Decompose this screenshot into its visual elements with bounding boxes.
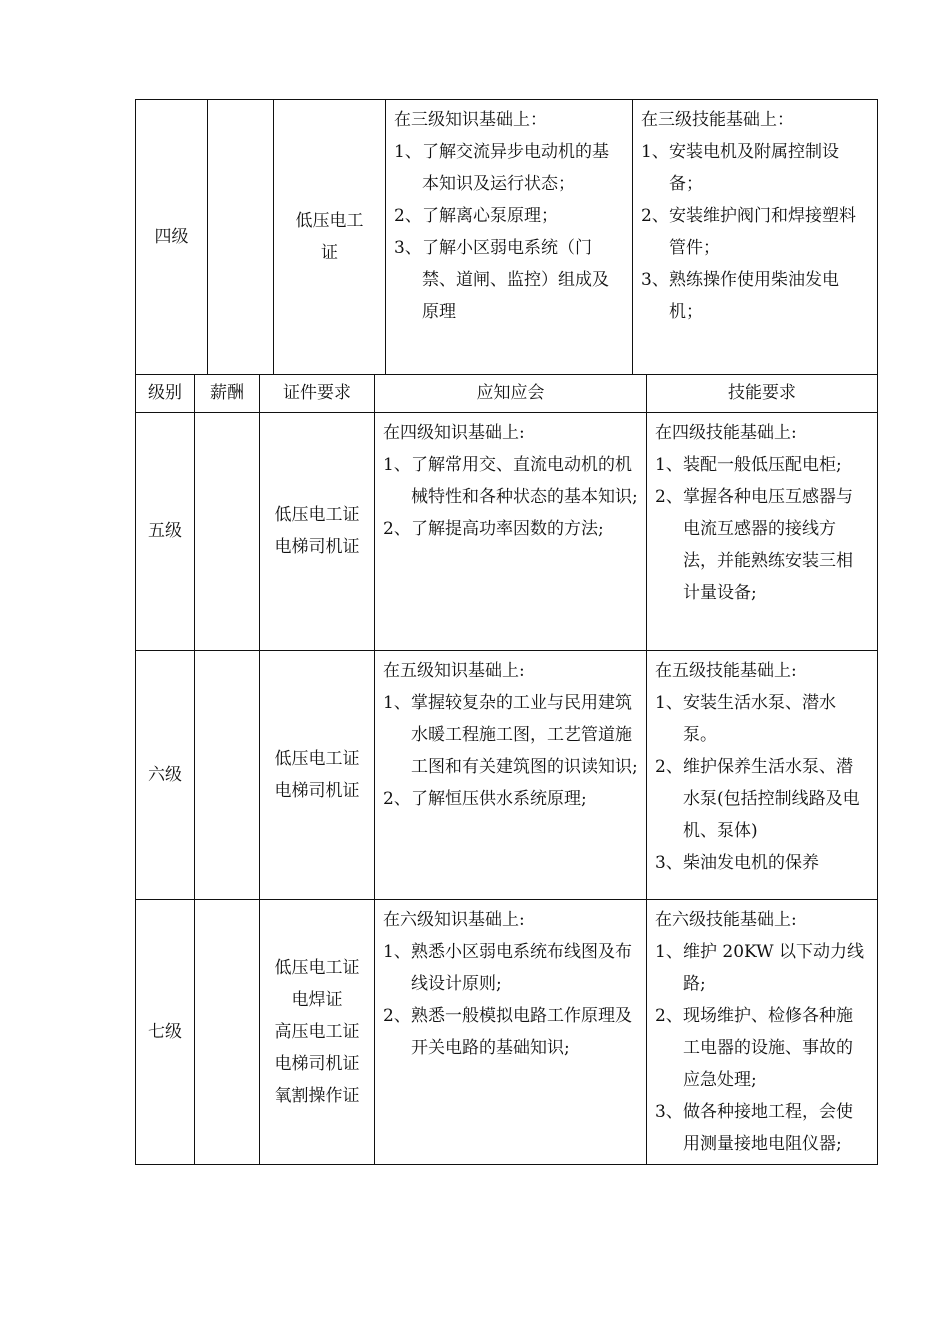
cert-line: 低压电工证: [274, 505, 360, 525]
item-number: 1、: [655, 692, 683, 713]
list-item: [394, 200, 624, 232]
list-item: [394, 232, 624, 328]
skill-cell: [647, 899, 878, 1164]
item-text: 了解提高功率因数的方法;: [411, 518, 604, 539]
skill-intro: 在六级技能基础上:: [655, 909, 797, 930]
list-item: [641, 264, 869, 328]
table-header-row: [136, 374, 878, 412]
list-item: [655, 1000, 869, 1096]
grade-table-top: [135, 99, 878, 375]
item-number: 1、: [655, 941, 683, 962]
level-cell: 五级: [136, 412, 195, 650]
list-item: [383, 687, 638, 783]
list-item: [655, 481, 869, 609]
knowledge-intro: 在三级知识基础上：: [394, 110, 547, 130]
skill-cell: [647, 650, 878, 899]
skill-intro: 在三级技能基础上：: [641, 110, 794, 130]
salary-cell: [208, 100, 274, 375]
knowledge-intro: 在五级知识基础上:: [383, 660, 525, 681]
item-number: 2、: [641, 206, 669, 226]
item-number: 1、: [383, 454, 411, 475]
header-skill: 技能要求: [647, 374, 878, 412]
list-item: [655, 687, 869, 751]
item-number: 3、: [655, 1101, 683, 1122]
item-text: 维护 20KW 以下动力线路;: [683, 941, 865, 994]
item-text: 掌握各种电压互感器与电流互感器的接线方法，并能熟练安装三相计量设备;: [683, 486, 853, 603]
level-cell: 四级: [136, 100, 208, 375]
item-text: 了解离心泵原理；: [422, 206, 558, 226]
item-text: 安装电机及附属控制设备；: [669, 142, 839, 194]
list-item: [383, 513, 638, 545]
cert-line: 低压电工证: [274, 957, 360, 978]
item-text: 了解常用交、直流电动机的机械特性和各种状态的基本知识;: [411, 454, 638, 507]
cert-cell: [260, 412, 375, 650]
list-item: [641, 136, 869, 200]
salary-cell: [195, 650, 260, 899]
cert-line: 低压电工: [295, 211, 364, 231]
list-item: [394, 136, 624, 200]
cert-cell: [274, 100, 386, 375]
item-number: 3、: [655, 852, 683, 873]
cert-line: 低压电工证: [274, 748, 360, 769]
item-number: 1、: [641, 142, 669, 162]
cert-cell: [260, 650, 375, 899]
table-row: [136, 100, 878, 375]
item-number: 2、: [383, 788, 411, 809]
header-salary: 薪酬: [195, 374, 260, 412]
item-text: 熟练操作使用柴油发电机；: [669, 270, 839, 322]
item-number: 2、: [655, 486, 683, 507]
table-row: [136, 899, 878, 1164]
cert-line: 氧割操作证: [274, 1085, 360, 1106]
grade-table-main: [135, 374, 878, 1165]
table-row: [136, 650, 878, 899]
item-number: 2、: [655, 1005, 683, 1026]
item-text: 了解交流异步电动机的基本知识及运行状态；: [422, 142, 609, 194]
knowledge-intro: 在六级知识基础上:: [383, 909, 525, 930]
skill-cell: [633, 100, 878, 375]
level-cell: 六级: [136, 650, 195, 899]
item-text: 了解小区弱电系统（门禁、道闸、监控）组成及原理: [422, 238, 609, 322]
salary-cell: [195, 899, 260, 1164]
item-text: 了解恒压供水系统原理;: [411, 788, 587, 809]
item-number: 3、: [641, 270, 669, 290]
item-number: 1、: [655, 454, 683, 475]
list-item: [655, 449, 869, 481]
knowledge-intro: 在四级知识基础上:: [383, 422, 525, 443]
list-item: [383, 449, 638, 513]
skill-intro: 在四级技能基础上:: [655, 422, 797, 443]
salary-cell: [195, 412, 260, 650]
cert-cell: [260, 899, 375, 1164]
item-number: 1、: [383, 692, 411, 713]
item-text: 做各种接地工程，会使用测量接地电阻仪器;: [683, 1101, 853, 1154]
item-number: 2、: [394, 206, 422, 226]
item-text: 安装维护阀门和焊接塑料管件；: [669, 206, 856, 258]
cert-line: 高压电工证: [274, 1021, 360, 1042]
item-text: 现场维护、检修各种施工电器的设施、事故的应急处理;: [683, 1005, 853, 1090]
cert-line: 证: [321, 243, 338, 263]
item-number: 2、: [383, 518, 411, 539]
item-text: 维护保养生活水泵、潜水泵(包括控制线路及电机、泵体): [683, 756, 860, 841]
knowledge-cell: [375, 899, 647, 1164]
cert-line: 电梯司机证: [274, 1053, 360, 1074]
item-text: 柴油发电机的保养: [683, 852, 819, 873]
cert-line: 电梯司机证: [274, 780, 360, 801]
list-item: [655, 847, 869, 879]
list-item: [655, 936, 869, 1000]
knowledge-cell: [375, 412, 647, 650]
list-item: [383, 936, 638, 1000]
item-number: 1、: [394, 142, 422, 162]
knowledge-cell: [386, 100, 633, 375]
cert-line: 电焊证: [291, 989, 343, 1010]
item-number: 1、: [383, 941, 411, 962]
item-text: 安装生活水泵、潜水泵。: [683, 692, 836, 745]
item-number: 2、: [655, 756, 683, 777]
item-text: 熟悉小区弱电系统布线图及布线设计原则;: [411, 941, 632, 994]
skill-cell: [647, 412, 878, 650]
cert-line: 电梯司机证: [274, 537, 360, 557]
header-knowledge: 应知应会: [375, 374, 647, 412]
list-item: [383, 1000, 638, 1064]
item-number: 2、: [383, 1005, 411, 1026]
table-row: [136, 412, 878, 650]
knowledge-cell: [375, 650, 647, 899]
item-text: 掌握较复杂的工业与民用建筑水暖工程施工图，工艺管道施工图和有关建筑图的识读知识;: [411, 692, 638, 777]
item-text: 熟悉一般模拟电路工作原理及开关电路的基础知识;: [411, 1005, 632, 1058]
list-item: [655, 751, 869, 847]
header-cert: 证件要求: [260, 374, 375, 412]
level-cell: 七级: [136, 899, 195, 1164]
list-item: [383, 783, 638, 815]
skill-intro: 在五级技能基础上:: [655, 660, 797, 681]
item-text: 装配一般低压配电柜;: [683, 454, 842, 475]
list-item: [641, 200, 869, 264]
header-level: 级别: [136, 374, 195, 412]
list-item: [655, 1096, 869, 1160]
item-number: 3、: [394, 238, 422, 258]
